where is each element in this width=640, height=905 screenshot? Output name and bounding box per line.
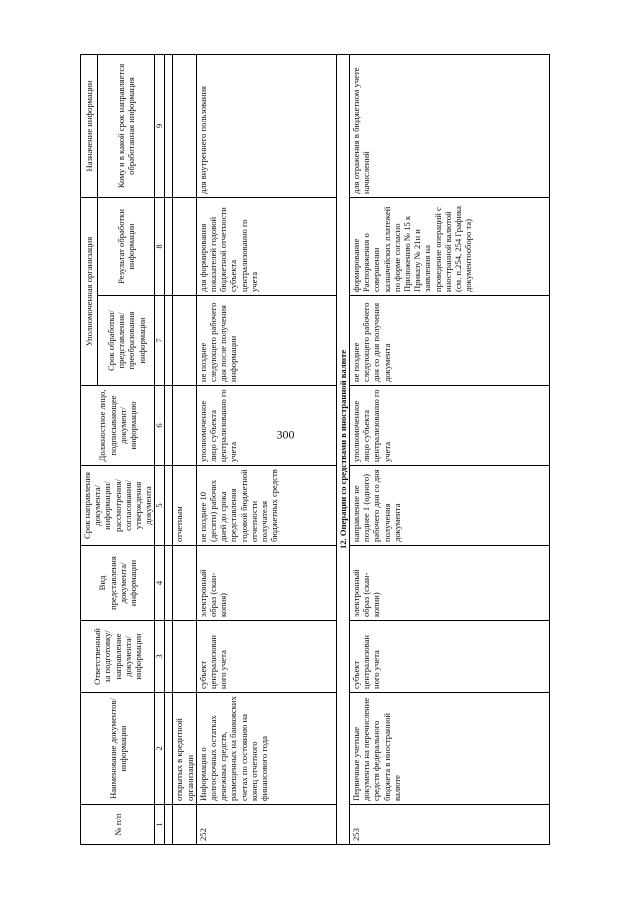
cont-deadline-cell: отчетным (173, 466, 196, 546)
row-252-recipient: для внутреннего пользования (196, 54, 336, 197)
spacer-row (165, 54, 173, 844)
table-row-continued (173, 54, 196, 844)
row-253-responsible: субъект централизован ного учета (350, 621, 550, 693)
header-processing: Срок обработки/ представления/ преобразования информации (98, 296, 155, 386)
row-253-deadline: направление не позднее 1 (одного) рабочего дня со дня получения документа (350, 466, 550, 546)
header-result: Результат обработки информации (98, 197, 155, 295)
col-number: 7 (155, 296, 165, 386)
col-number: 6 (155, 386, 165, 466)
col-number: 8 (155, 197, 165, 295)
row-252-responsible: субъект централизован ного учета (196, 621, 336, 693)
row-253-processing: не позднее следующего рабочего дня со дня получения документа (350, 296, 550, 386)
header-group-org: Уполномоченная организация (81, 197, 98, 385)
header-group-purpose: Назначение информации (81, 54, 98, 197)
col-number: 9 (155, 54, 165, 197)
row-253-num: 253 (350, 805, 550, 845)
table-row-252 (196, 54, 336, 844)
header-row-1 (81, 54, 98, 844)
row-252-processing: не позднее следующего рабочего дня после получения информации (196, 296, 336, 386)
header-docs: Наименование документов/ информации (81, 693, 155, 805)
header-recipient: Кому и в какой срок направляется обработанная информация (98, 54, 155, 197)
section-12-title: 12. Операции со средствами в иностранной валюте (336, 54, 349, 844)
row-253-recipient: для отражения в бюджетном учете начислений (350, 54, 550, 197)
row-252-result: для формирования показателей годовой бюджетной отчетности субъекта централизованно го учета (196, 197, 336, 295)
col-number: 1 (155, 805, 165, 845)
header-num: № п/п (81, 805, 155, 845)
row-252-signer: уполномоченное лицо субъекта централизованно го учета (196, 386, 336, 466)
col-number: 4 (155, 546, 165, 621)
column-number-row (155, 54, 165, 844)
table-row-253 (350, 54, 550, 844)
document-flow-table (80, 54, 550, 845)
row-253-signer: уполномоченное лицо субъекта централизованно го учета (350, 386, 550, 466)
header-signer: Должностное лицо, подписывающее документ/ информацию (81, 386, 155, 466)
col-number: 3 (155, 621, 165, 693)
col-number: 2 (155, 693, 165, 805)
row-253-docs: Первичные учетные документы на перечисление средств федерального бюджета в иностранной валюте (350, 693, 550, 805)
row-252-form: электронный образ (скан-копия) (196, 546, 336, 621)
section-heading-row (336, 54, 349, 844)
page-number: 300 (276, 427, 295, 442)
header-form: Вид представления документа/ информации (81, 546, 155, 621)
row-253-form: электронный образ (скан-копии) (350, 546, 550, 621)
row-252-deadline: не позднее 10 (десяти) рабочих дней до срока представления годовой бюджетной отчетности получателя бюджетных средств (196, 466, 336, 546)
header-deadline: Срок направления документа/ информации/ рассмотрения/ согласования/ утверждения документа (81, 466, 155, 546)
row-252-num: 252 (196, 805, 336, 845)
row-253-result: формирование Распоряжения о совершении казначейских платежей по форме согласно Приложению № 15 к Приказу № 21н и заявления на проведение операций с иностранной валютой (см. п.254, 254 Графика документооборо та) (350, 197, 550, 295)
row-252-docs: Информация о долгосрочных остатках денежных средств, размещенных на банковских счетах по состоянию на конец отчетного финансового года (196, 693, 336, 805)
header-responsible: Ответственный за подготовку/ направление документа/ информации (81, 621, 155, 693)
cont-docs-cell: открытых в кредитной организации (173, 693, 196, 805)
col-number: 5 (155, 466, 165, 546)
